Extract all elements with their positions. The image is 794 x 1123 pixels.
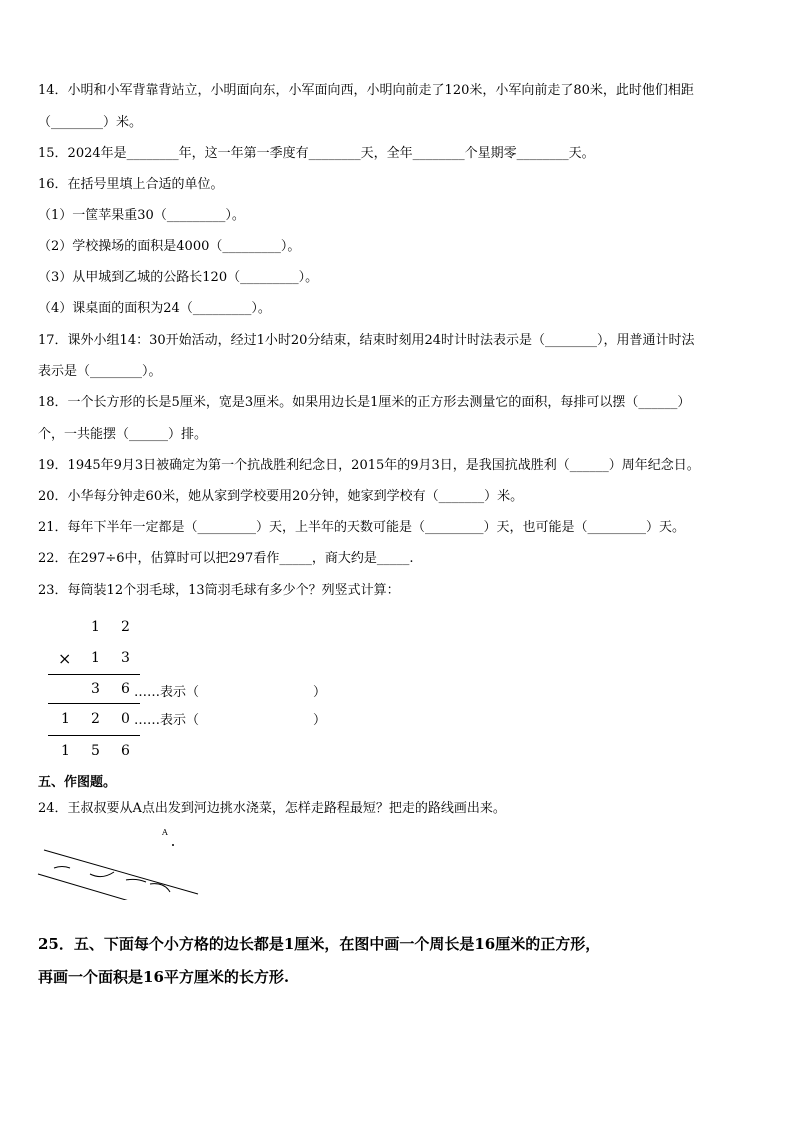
calc-note-close: ） (313, 713, 327, 728)
water-ripple (90, 872, 114, 877)
calc-note-close: ） (313, 685, 327, 700)
calc-digit: 2 (121, 619, 130, 635)
q19-text: 19．1945年9月3日被确定为第一个抗战胜利纪念日，2015年的9月3日，是我国抗战胜利（______）周年纪念日。 (38, 458, 700, 473)
calc-digit: 3 (121, 650, 130, 666)
q16-item-4: （4）课桌面的面积为24（_________）。 (38, 301, 271, 316)
q18-line1: 18．一个长方形的长是5厘米，宽是3厘米。如果用边长是1厘米的正方形去测量它的面积，每排可以摆（______） (38, 395, 691, 410)
river-diagram (30, 820, 210, 900)
q21-text: 21．每年下半年一定都是（_________）天，上半年的天数可能是（_________）天，也可能是（_________）天。 (38, 520, 686, 535)
water-ripple (54, 867, 70, 869)
calc-digit: 5 (91, 743, 100, 759)
q20-text: 20．小华每分钟走60米，她从家到学校要用20分钟，她家到学校有（_______）米。 (38, 489, 524, 504)
calc-digit: 1 (91, 619, 100, 635)
q23-title: 23．每筒装12个羽毛球，13筒羽毛球有多少个？列竖式计算： (38, 583, 400, 598)
q22-text: 22．在297÷6中，估算时可以把297看作_____，商大约是_____. (38, 551, 414, 566)
point-a-dot (172, 844, 174, 846)
q17-line1: 17．课外小组14：30开始活动，经过1小时20分结束，结束时刻用24时计时法表示是（________），用普通计时法 (38, 333, 695, 348)
q25-line1: 25．五、下面每个小方格的边长都是1厘米，在图中画一个周长是16厘米的正方形， (38, 935, 601, 953)
calc-note: ……表示（ (134, 713, 200, 728)
calc-digit: 6 (121, 743, 130, 759)
q14-line2: （________）米。 (38, 115, 143, 130)
q18-line2: 个，一共能摆（______）排。 (38, 427, 208, 442)
river-bank-line (44, 850, 198, 894)
water-ripple (126, 879, 146, 882)
q25-line2: 再画一个面积是16平方厘米的长方形. (38, 968, 290, 986)
q16-item-1: （1）一筐苹果重30（_________）。 (38, 208, 245, 223)
calc-divider-line (48, 735, 140, 736)
calc-digit: 1 (61, 743, 70, 759)
q14-line1: 14．小明和小军背靠背站立，小明面向东，小军面向西，小明向前走了120米，小军向前走了80米，此时他们相距 (38, 83, 694, 98)
q17-line2: 表示是（________）。 (38, 364, 162, 379)
calc-digit: 2 (91, 711, 100, 727)
q16-title: 16．在括号里填上合适的单位。 (38, 177, 224, 192)
calc-digit: 6 (121, 681, 130, 697)
calc-digit: 1 (61, 711, 70, 727)
calc-digit: 0 (121, 711, 130, 727)
river-drawing (30, 820, 210, 900)
calc-divider-line (48, 674, 140, 675)
calc-divider-line (48, 703, 140, 704)
q24-text: 24．王叔叔要从A点出发到河边挑水浇菜，怎样走路程最短？把走的路线画出来。 (38, 801, 506, 816)
multiply-sign: × (58, 649, 72, 668)
section-heading: 五、作图题。 (38, 775, 117, 790)
calc-note: ……表示（ (134, 685, 200, 700)
q15-text: 15．2024年是________年，这一年第一季度有________天，全年________个星期零________天。 (38, 146, 595, 161)
point-a-label: A (162, 828, 168, 837)
q16-item-2: （2）学校操场的面积是4000（_________）。 (38, 239, 301, 254)
calc-digit: 1 (91, 650, 100, 666)
q16-item-3: （3）从甲城到乙城的公路长120（_________）。 (38, 270, 319, 285)
calc-digit: 3 (91, 681, 100, 697)
river-bank-line (38, 874, 180, 900)
